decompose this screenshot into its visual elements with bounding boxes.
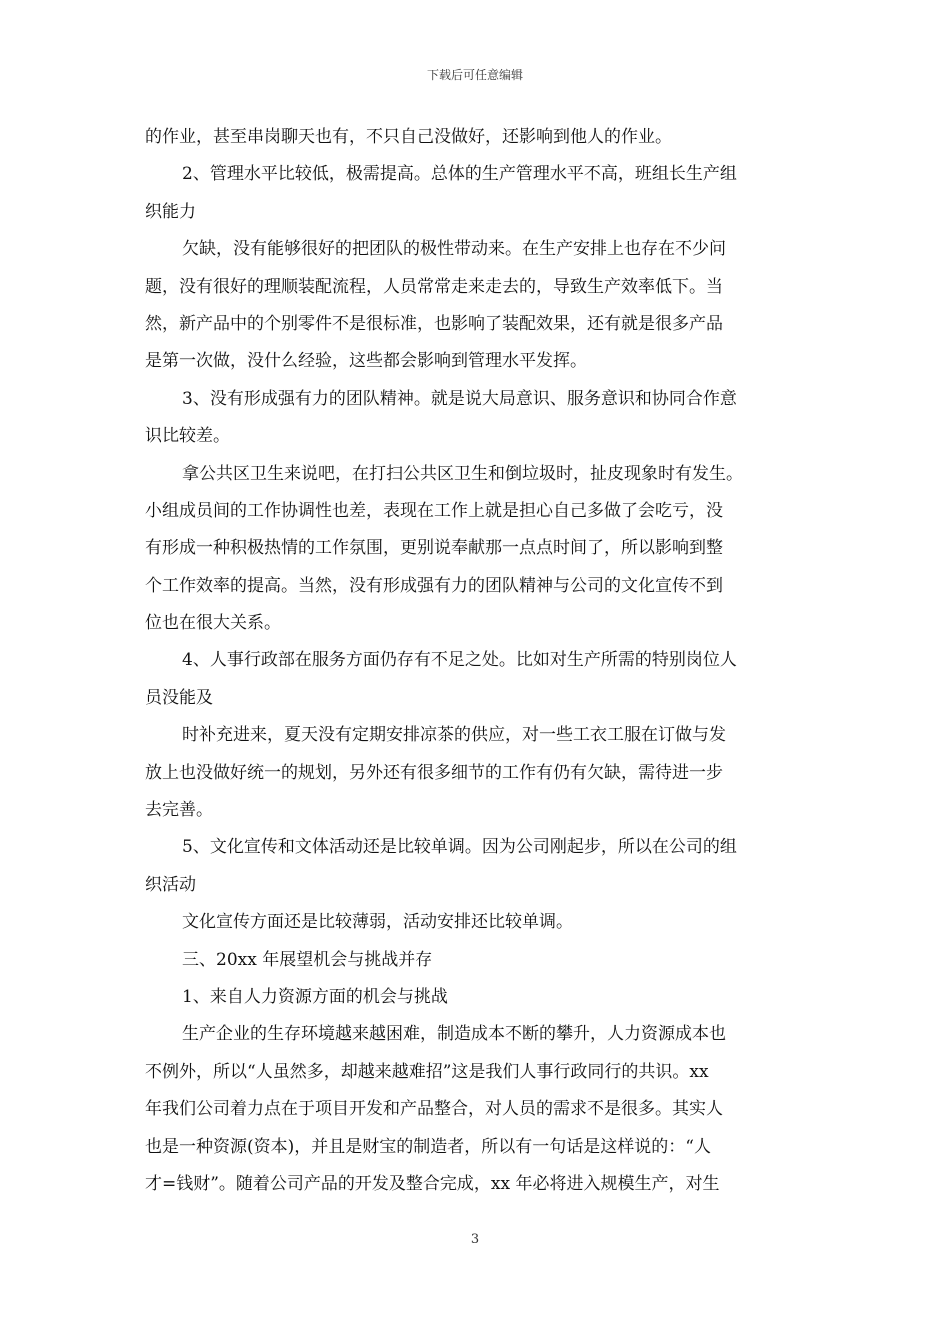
page-header: 下载后可任意编辑 xyxy=(426,68,523,82)
subsection-heading: 1、来自人力资源方面的机会与挑战 xyxy=(182,986,448,1007)
text-line: 织活动 xyxy=(145,874,196,895)
text-line: 才=钱财”。随着公司产品的开发及整合完成，xx 年必将进入规模生产，对生 xyxy=(145,1173,720,1194)
text-line: 小组成员间的工作协调性也差，表现在工作上就是担心自己多做了会吃亏，没 xyxy=(145,500,723,521)
text-line: 5、文化宣传和文体活动还是比较单调。因为公司刚起步，所以在公司的组 xyxy=(182,837,737,858)
text-line: 年我们公司着力点在于项目开发和产品整合，对人员的需求不是很多。其实人 xyxy=(145,1099,723,1120)
text-line: 织能力 xyxy=(145,201,196,222)
text-line: 3、没有形成强有力的团队精神。就是说大局意识、服务意识和协同合作意 xyxy=(182,388,737,409)
document-body xyxy=(145,119,805,1203)
text-line: 时补充进来，夏天没有定期安排凉茶的供应，对一些工衣工服在订做与发 xyxy=(182,725,726,746)
text-line: 是第一次做，没什么经验，这些都会影响到管理水平发挥。 xyxy=(145,351,587,372)
text-line: 然，新产品中的个别零件不是很标准，也影响了装配效果，还有就是很多产品 xyxy=(145,313,723,334)
text-line: 4、人事行政部在服务方面仍存有不足之处。比如对生产所需的特别岗位人 xyxy=(182,650,737,671)
text-line: 识比较差。 xyxy=(145,426,230,447)
text-line: 放上也没做好统一的规划，另外还有很多细节的工作有仍有欠缺，需待进一步 xyxy=(145,762,723,783)
text-line: 2、管理水平比较低，极需提高。总体的生产管理水平不高，班组长生产组 xyxy=(182,164,737,185)
text-line: 文化宣传方面还是比较薄弱，活动安排还比较单调。 xyxy=(182,912,573,933)
text-line: 也是一种资源(资本)，并且是财宝的制造者，所以有一句话是这样说的：“人 xyxy=(145,1136,711,1157)
text-line: 员没能及 xyxy=(145,687,213,708)
text-line: 位也在很大关系。 xyxy=(145,613,281,634)
text-line: 题，没有很好的理顺装配流程，人员常常走来走去的，导致生产效率低下。当 xyxy=(145,276,723,297)
text-line: 不例外，所以“人虽然多，却越来越难招”这是我们人事行政同行的共识。xx xyxy=(145,1061,709,1082)
text-line: 欠缺，没有能够很好的把团队的极性带动来。在生产安排上也存在不少问 xyxy=(182,239,726,260)
text-line: 去完善。 xyxy=(145,800,213,821)
text-line: 个工作效率的提高。当然，没有形成强有力的团队精神与公司的文化宣传不到 xyxy=(145,575,723,596)
text-line: 有形成一种积极热情的工作氛围，更别说奉献那一点点时间了，所以影响到整 xyxy=(145,538,723,559)
text-line: 拿公共区卫生来说吧，在打扫公共区卫生和倒垃圾时，扯皮现象时有发生。 xyxy=(182,463,743,484)
page-number: 3 xyxy=(470,1232,480,1247)
text-line: 生产企业的生存环境越来越困难，制造成本不断的攀升，人力资源成本也 xyxy=(182,1024,726,1045)
section-heading: 三、20xx 年展望机会与挑战并存 xyxy=(182,949,433,970)
text-line: 的作业，甚至串岗聊天也有，不只自己没做好，还影响到他人的作业。 xyxy=(145,127,672,147)
